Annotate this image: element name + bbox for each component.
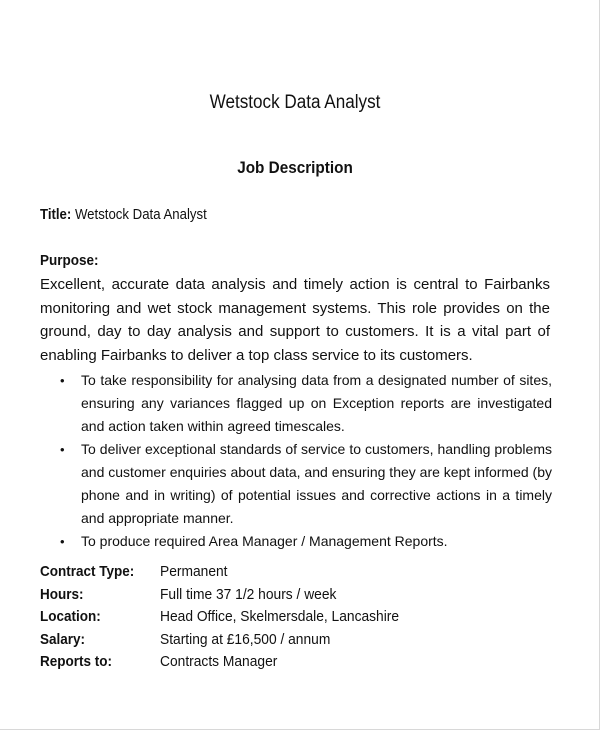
- detail-label: Reports to:: [40, 653, 112, 670]
- list-item: [40, 369, 552, 438]
- bullet-icon: •: [60, 373, 65, 388]
- detail-label: Hours:: [40, 585, 84, 603]
- bullet-icon: •: [60, 534, 65, 549]
- table-row: [40, 608, 560, 631]
- title-label: Title:: [40, 206, 72, 223]
- table-row: [40, 563, 560, 586]
- title-value: Wetstock Data Analyst: [74, 206, 207, 223]
- list-item-text: To take responsibility for analysing data from a designated number of sites, ensuring any variances flagged up on Exception reports are investigated and action taken within agreed timescales.: [81, 372, 552, 434]
- document-title: Wetstock Data Analyst: [209, 92, 381, 113]
- list-item: [40, 438, 552, 530]
- detail-value: Full time 37 1/2 hours / week: [160, 585, 337, 603]
- purpose-text: Excellent, accurate data analysis and timely action is central to Fairbanks monitoring and wet stock management systems. This role provides on the ground, day to day analysis and support to customers. It is a vital part of enabling Fairbanks to deliver a top class service to its customers.: [40, 276, 550, 364]
- detail-label: Salary:: [40, 630, 86, 648]
- table-row: [40, 631, 560, 654]
- purpose-heading: Purpose:: [40, 252, 99, 269]
- bullet-icon: •: [60, 442, 65, 457]
- list-item-text: To deliver exceptional standards of service to customers, handling problems and customer enquiries about data, and ensuring they are kept informed (by phone and in writing) of potential issues and corrective actions in a timely and appropriate manner.: [81, 441, 552, 526]
- responsibilities-list: [40, 369, 552, 553]
- job-description-heading: Job Description: [237, 158, 353, 177]
- table-row: [40, 586, 560, 609]
- detail-value: Head Office, Skelmersdale, Lancashire: [160, 608, 400, 625]
- detail-value: Permanent: [160, 563, 228, 580]
- table-row: [40, 653, 560, 676]
- job-details-table: [40, 563, 560, 676]
- list-item-text: To produce required Area Manager / Management Reports.: [81, 533, 448, 549]
- detail-label: Location:: [40, 608, 101, 625]
- title-line: [40, 206, 207, 223]
- detail-label: Contract Type:: [40, 563, 135, 580]
- detail-value: Contracts Manager: [160, 653, 278, 670]
- detail-value: Starting at £16,500 / annum: [160, 630, 331, 648]
- purpose-paragraph: [40, 273, 550, 367]
- list-item: [40, 530, 552, 553]
